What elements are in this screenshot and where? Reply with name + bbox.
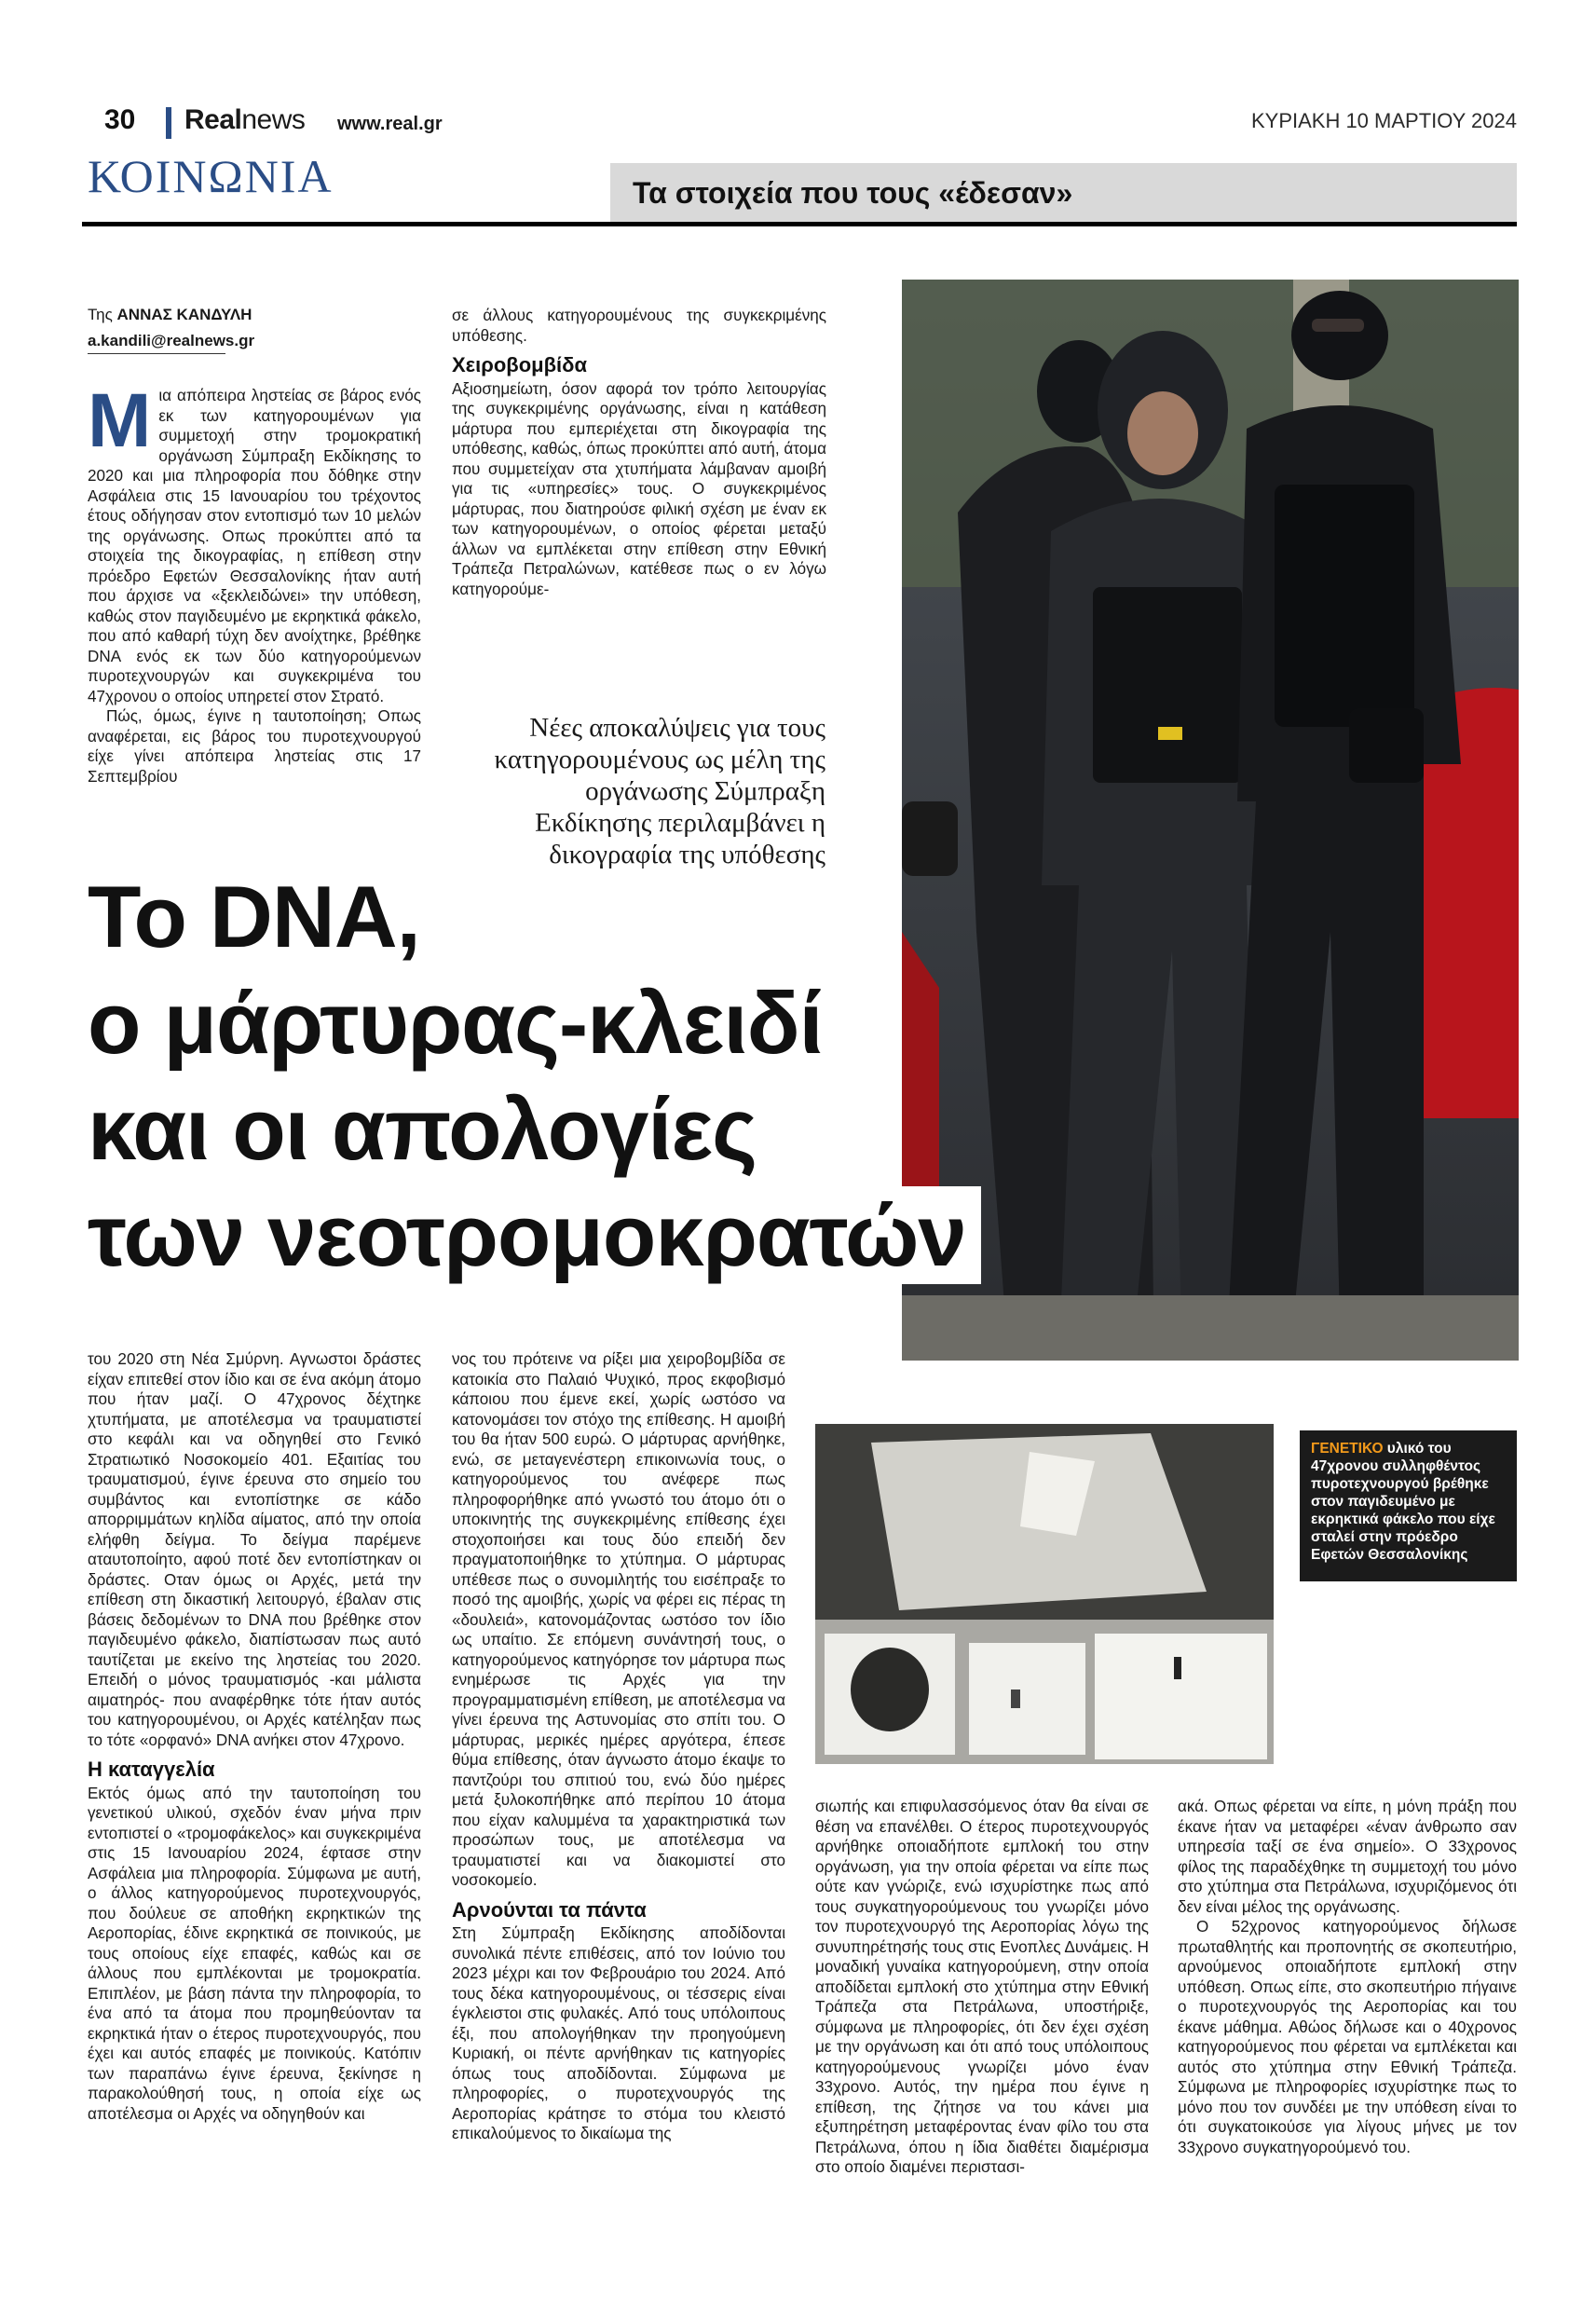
col2-top-paragraph-1: Αξιοσημείωτη, όσον αφορά τον τρόπο λειτουργίας της συγκεκριμένης οργάνωσης, είναι η κατάθεση μάρτυρα που εμπεριέχεται στη δικογραφία της υπόθεσης, καθώς, όπως προκύπτει από αυτή, άτομα που συμμετείχαν στα χτυπήματα λάμβαναν αμοιβή για τις «υπηρεσίες» τους. Ο συγκεκριμένος μάρτυρας, που διατηρούσε φιλική σχέση με έναν εκ των κατηγορουμένων, ο οποίος φέρεται μεταξύ άλλων να εμπλέκεται στην επίθεση στην Εθνική Τράπεζα Πετραλώνων, κατέθεσε πως ο εν λόγω κατηγορούμε- (452, 379, 826, 598)
col1-paragraph-1: του 2020 στη Νέα Σμύρνη. Αγνωστοι δράστες είχαν επιτεθεί στον ίδιο και σε ένα ακόμη άτομο που ήταν μαζί. Ο 47χρονος δέχτηκε χτυπήματα, με αποτέλεσμα να τραυματιστεί στο κεφάλι και να οδηγηθεί στο Γενικό Στρατιωτικό Νοσοκομείο 401. Εξαιτίας του τραυματισμού, έγινε έρευνα στο σημείο του συμβάντος και εντοπίστηκε σε κάδο απορριμμάτων κηλίδα αίματος, από την οποία ελήφθη δείγμα. Το δείγμα παρέμενε αταυτοποίητο, αφού ποτέ δεν εντοπίστηκαν οι δράστες. Οταν όμως οι Αρχές, μετά την επίθεση στη δικαστική λειτουργό, έβαλαν στις βάσεις δεδομένων το DNA που βρέθηκε στον παγιδευμένο φάκελο, διαπίστωσαν πως αυτό ταυτίζεται με εκείνο της ληστείας του 2020. Επειδή ο μόνος τραυματισμός -και μάλιστα αιματηρός- που αναφέρθηκε τότε ήταν αυτός του κατηγορουμένου, οι Αρχές κατέληξαν πως το τότε «ορφανό» DNA ανήκει στον 47χρονο. (88, 1350, 421, 1749)
email-underline (88, 353, 225, 354)
headline (80, 867, 981, 1286)
kicker-text: Τα στοιχεία που τους «έδεσαν» (633, 176, 1073, 210)
page-number: 30 (104, 104, 136, 135)
intro-paragraph-2: Πώς, όμως, έγινε η ταυτοποίηση; Οπως αναφέρεται, εις βάρος του πυροτεχνουργού είχε γίνει απόπειρα ληστείας στις 17 Σεπτεμβρίου (88, 707, 421, 786)
column-2-bottom (452, 1349, 785, 2144)
col3-paragraph-1: σιωπής και επιφυλασσόμενος όταν θα είναι σε θέση να επανέλθει. Ο έτερος πυροτεχνουργός αρνήθηκε οποιαδήποτε εμπλοκή του στην οργάνωση, για την οποία φέρεται να είπε πως ούτε καν γνώριζε, ενώ ισχυρίστηκε πως από τους συγκατηγορούμενους του γνωρίζει μόνο τον πυροτεχνουργό της Αεροπορίας λόγω της συνυπηρέτησής τους στις Ενοπλες Δυνάμεις. Η μοναδική γυναίκα κατηγορούμενη, στην οποία αποδίδεται εμπλοκή στο χτύπημα στην Εθνική Τράπεζα στα Πετράλωνα, υποστήριξε, σύμφωνα με πληροφορίες, ότι δεν έχει σχέση με την οργάνωση και ότι από τους υπόλοιπους κατηγορούμενους γνωρίζει μόνο έναν 33χρονο. Αυτός, την ημέρα που έγινε η επίθεση, της ζήτησε να του κάνει μια εξυπηρέτηση μεταφέροντας έναν φίλο του στα Πετράλωνα, όπου η ίδια διαθέτει διαμέρισμα στο οποίο διαμένει περιστασι- (815, 1798, 1149, 2176)
caption-highlight: ΓΕΝΕΤΙΚΟ (1311, 1441, 1384, 1457)
pull-quote: Νέες αποκαλύψεις για τους κατηγορουμένους ως μέλη της οργάνωσης Σύμπραξη Εκδίκησης περιλαμβάνει η δικογραφία της υπόθεσης (494, 713, 825, 869)
section-title: ΚΟΙΝΩΝΙΑ (88, 150, 334, 202)
byline (88, 306, 252, 324)
arrest-photo (902, 280, 1519, 1361)
headline-line-4: των νεοτρομοκρατών (80, 1186, 981, 1284)
header-rule (82, 222, 1517, 226)
byline-prefix: Της (88, 306, 117, 323)
author-email: a.kandili@realnews.gr (88, 332, 255, 349)
page-number-divider (166, 107, 171, 139)
col1-paragraph-2: Εκτός όμως από την ταυτοποίηση του γενετικού υλικού, σχεδόν έναν μήνα πριν εντοπιστεί ο «τρομοφάκελος» και συγκεκριμένα στις 15 Ιανουαρίου 2024, έφτασε στην Ασφάλεια μια πληροφορία. Σύμφωνα με αυτή, ο άλλος κατηγορούμενος πυροτεχνουργός, που δούλευε σε αποθήκη εκρηκτικών της Αεροπορίας, έδινε εκρηκτικά σε ποινικούς, με τους οποίους είχε επαφές, καθώς και σε άλλους που εμπλέκονται με τρομοκρατία. Επιπλέον, με βάση πάντα την πληροφορία, το ένα από τα άτομα που προμηθεύονταν τα εκρηκτικά ήταν ο έτερος πυροτεχνουργός, που έχει και αυτός επαφές με ποινικούς. Κατόπιν των παραπάνω έγινε έρευνα, ξεκίνησε η παρακολούθησή τους, η οποία είχε ως αποτέλεσμα οι Αρχές να οδηγηθούν και (88, 1784, 421, 2123)
byline-author: ΑΝΝΑΣ ΚΑΝΔΥΛΗ (116, 306, 252, 323)
col4-paragraph-2: Ο 52χρονος κατηγορούμενος δήλωσε πρωταθλητής και προπονητής σε σκοπευτήριο, αρνούμενος οποιαδήποτε εμπλοκή στην υπόθεση. Οπως είπε, στο σκοπευτήριο πήγαινε ο πυροτεχνουργός της Αεροπορίας και του έκανε μάθημα. Αθώος δήλωσε και ο 40χρονος κατηγορούμενος που φέρεται να εμπλέκεται και αυτός στο χτύπημα στην Εθνική Τράπεζα. Σύμφωνα με πληροφορίες ισχυρίστηκε πως το μόνο που τον συνδέει με την υπόθεση είναι το ότι συγκατοικούσε για λίγους μήνες με τον 33χρονο συγκατηγορούμενό του. (1178, 1918, 1517, 2156)
subhead-grenade: Χειροβομβίδα (452, 353, 588, 376)
column-3 (815, 1797, 1149, 2178)
headline-line-3: και οι απολογίες (80, 1080, 771, 1178)
column-2-top (452, 306, 826, 599)
evidence-photo (815, 1424, 1274, 1764)
col2-top-paragraph-0: σε άλλους κατηγορουμένους της συγκεκριμένης υπόθεσης. (452, 307, 826, 345)
evidence-photo-illustration (815, 1424, 1274, 1764)
brand-logo (184, 104, 305, 136)
col2-paragraph-2: Στη Σύμπραξη Εκδίκησης αποδίδονται συνολικά πέντε επιθέσεις, από τον Ιούνιο του 2023 μέχρι και τον Φεβρουάριο του 2024. Από τους δέκα κατηγορουμένους, οι τέσσερις είναι έγκλειστοι στις φυλακές. Από τους υπόλοιπους έξι, που απολογήθηκαν την προηγούμενη Κυριακή, οι πέντε αρνήθηκαν τις κατηγορίες όπως τους αποδίδονται. Σύμφωνα με πληροφορίες, ο πυροτεχνουργός της Αεροπορίας κράτησε το στόμα του κλειστό επικαλούμενος το δικαίωμα της (452, 1924, 785, 2142)
brand-bold: Real (184, 104, 242, 135)
subhead-complaint: Η καταγγελία (88, 1758, 215, 1781)
drop-cap: Μ (88, 378, 152, 463)
subhead-deny: Αρνούνται τα πάντα (452, 1897, 647, 1922)
col4-paragraph-1: ακά. Οπως φέρεται να είπε, η μόνη πράξη που έκανε ήταν να μεταφέρει «έναν άνθρωπο σαν υπηρεσία ταξί σε ένα σημείο». Ο 33χρονος φίλος της παραδέχθηκε τη συμμετοχή του μόνο στο χτύπημα στα Πετράλωνα, ισχυριζόμενος ότι δεν είναι μέλος της οργάνωσης. (1178, 1798, 1517, 1916)
brand-regular: news (241, 104, 306, 135)
photo-caption (1300, 1430, 1517, 1581)
headline-line-1: Το DNA, (80, 868, 435, 965)
column-1-bottom (88, 1349, 421, 2124)
caption-text: υλικό του 47χρονου συλληφθέντος πυροτεχνουργού βρέθηκε στον παγιδευμένο με εκρηκτικά φάκελο που είχε σταλεί στην πρόεδρο Εφετών Θεσσαλονίκης (1311, 1441, 1495, 1563)
issue-date: ΚΥΡΙΑΚΗ 10 ΜΑΡΤΙΟΥ 2024 (1250, 109, 1517, 132)
intro-column (88, 378, 421, 787)
intro-paragraph-1: ια απόπειρα ληστείας σε βάρος ενός εκ των κατηγορουμένων για συμμετοχή στην τρομοκρατική οργάνωση Σύμπραξη Εκδίκησης το 2020 και μια πληροφορία που δόθηκε στην Ασφάλεια στις 15 Ιανουαρίου του τρέχοντος έτους οδήγησαν στον εντοπισμό των 10 μελών της οργάνωσης. Οπως προκύπτει από τα στοιχεία της δικογραφίας, η επίθεση στην πρόεδρο Εφετών Θεσσαλονίκης ήταν αυτή που άρχισε να «ξεκλειδώνει» την υπόθεση, καθώς στον παγιδευμένο με εκρηκτικά φάκελο, που από καθαρή τύχη δεν ανοίχτηκε, βρέθηκε DNA ενός εκ των δύο κατηγορούμενων πυροτεχνουργών και συγκεκριμένα του 47χρονου ο οποίος υπηρετεί στον Στρατό. (88, 387, 421, 705)
site-url: www.real.gr (337, 114, 443, 134)
col2-paragraph-1: νος του πρότεινε να ρίξει μια χειροβομβίδα σε κατοικία στο Παλαιό Ψυχικό, προς εκφοβισμό κάποιου που έμενε εκεί, χωρίς ωστόσο να κατονομάσει τον στόχο της επίθεσης. Η αμοιβή του θα ήταν 500 ευρώ. Ο μάρτυρας αρνήθηκε, ενώ, σε μεταγενέστερη επικοινωνία τους, ο κατηγορούμενος του ανέφερε πως πληροφορήθηκε από γνωστό του άτομο ότι ο υποκινητής της συγκεκριμένης επίθεσης έχει στοχοποιήσει και τους δύο επειδή δεν πραγματοποιήθηκε το χτύπημα. Ο μάρτυρας υπέθεσε πως ο συνομιλητής του εισέπραξε το ποσό της αμοιβής, χωρίς να φέρει εις πέρας τη «δουλειά», κατονομάζοντας ωστόσο τον ίδιο ως υπαίτιο. Σε επόμενη συνάντησή τους, ο κατηγορούμενος κατηγόρησε τον μάρτυρα πως ενημέρωσε τις Αρχές για την προγραμματισμένη επίθεση, με αποτέλεσμα να γίνει έρευνα της Αστυνομίας στο σπίτι του. Ο μάρτυρας, μερικές ημέρες αργότερα, έπεσε θύμα επίθεσης, όταν άγνωστο άτομο έκαψε το παντζούρι του σπιτιού του, ενώ δύο ημέρες μετά ξυλοκοπήθηκε από περίπου 10 άτομα που είχαν καλυμμένα τα χαρακτηριστικά των προσώπων τους, με αποτέλεσμα να τραυματιστεί και να διακομιστεί στο νοσοκομείο. (452, 1350, 785, 1889)
arrest-photo-illustration (902, 280, 1519, 1361)
column-4 (1178, 1797, 1517, 2157)
headline-line-2: ο μάρτυρας-κλειδί (80, 974, 838, 1072)
kicker-bar (610, 163, 1517, 223)
